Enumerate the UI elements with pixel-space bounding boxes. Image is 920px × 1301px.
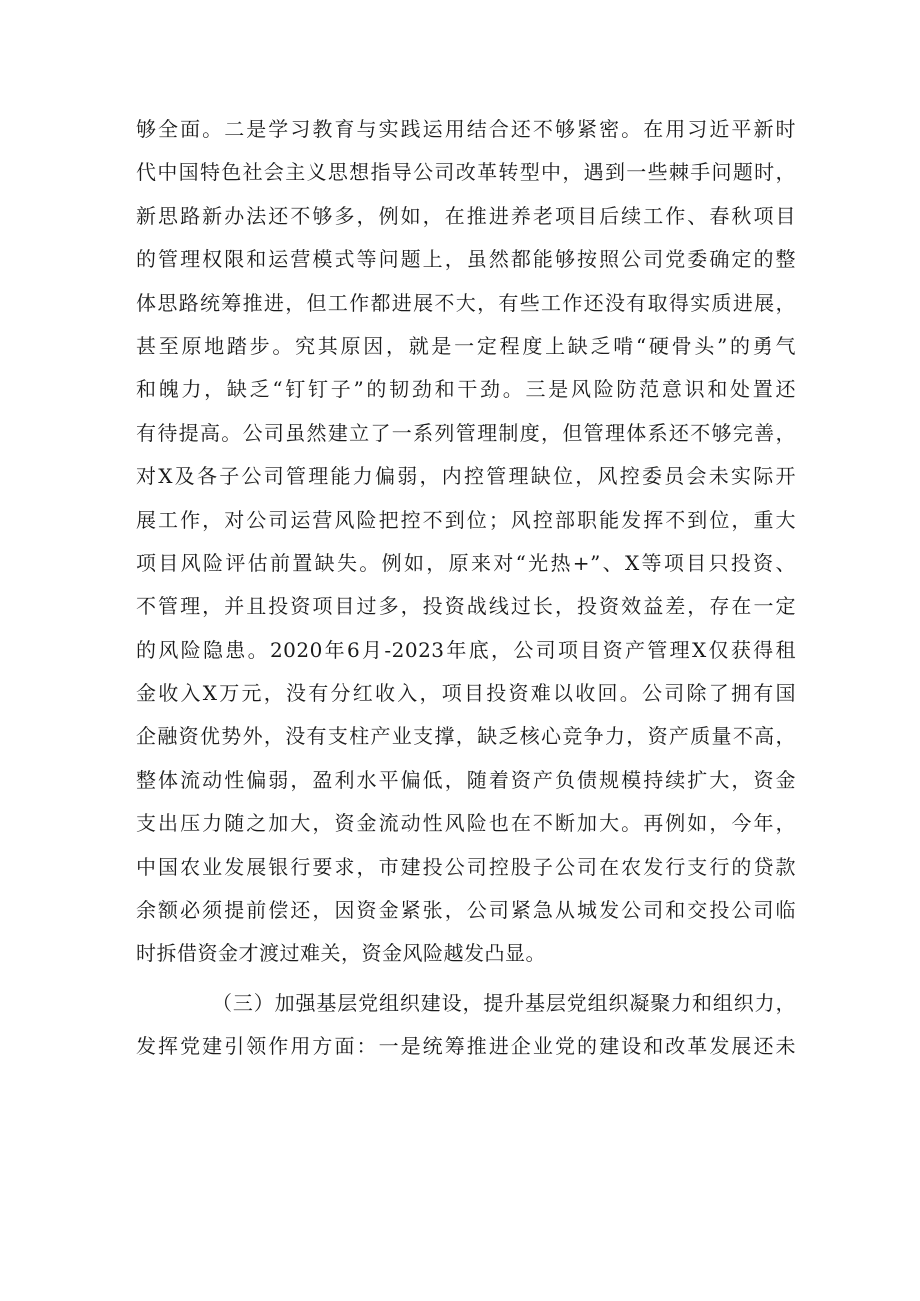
text-line: 余额必须提前偿还，因资金紧张，公司紧急从城发公司和交投公司临	[136, 898, 796, 923]
text-line: 企融资优势外，没有支柱产业支撑，缺乏核心竞争力，资产质量不高，	[136, 724, 796, 749]
text-line: 项目风险评估前置缺失。例如，原来对“光热+”、X等项目只投资、	[136, 550, 796, 575]
text-line: 对X及各子公司管理能力偏弱，内控管理缺位，风控委员会未实际开	[136, 464, 796, 489]
text-line: 体思路统筹推进，但工作都进展不大，有些工作还没有取得实质进展，	[136, 290, 796, 315]
paragraph-2	[136, 982, 796, 1069]
document-body	[136, 108, 796, 1069]
text-line: 中国农业发展银行要求，市建投公司控股子公司在农发行支行的贷款	[136, 854, 796, 879]
text-line: 和魄力，缺乏“钉钉子”的韧劲和干劲。三是风险防范意识和处置还	[136, 377, 796, 402]
text-line: 时拆借资金才渡过难关，资金风险越发凸显。	[136, 941, 546, 966]
paragraph-1	[136, 108, 796, 976]
text-line: 整体流动性偏弱，盈利水平偏低，随着资产负债规模持续扩大，资金	[136, 767, 796, 792]
text-line: 的管理权限和运营模式等问题上，虽然都能够按照公司党委确定的整	[136, 247, 796, 272]
text-line: 发挥党建引领作用方面：一是统筹推进企业党的建设和改革发展还未	[136, 1034, 796, 1059]
text-line: 展工作，对公司运营风险把控不到位；风控部职能发挥不到位，重大	[136, 507, 796, 532]
text-line: 有待提高。公司虽然建立了一系列管理制度，但管理体系还不够完善，	[136, 420, 796, 445]
text-line: 不管理，并且投资项目过多，投资战线过长，投资效益差，存在一定	[136, 594, 796, 619]
text-line: 甚至原地踏步。究其原因，就是一定程度上缺乏啃“硬骨头”的勇气	[136, 333, 796, 358]
text-line: 支出压力随之加大，资金流动性风险也在不断加大。再例如，今年，	[136, 811, 796, 836]
text-line: 的风险隐患。2020年6月-2023年底，公司项目资产管理X仅获得租	[136, 637, 796, 662]
text-line: 代中国特色社会主义思想指导公司改革转型中，遇到一些棘手问题时，	[136, 160, 796, 185]
section-heading-line: （三）加强基层党组织建设，提升基层党组织凝聚力和组织力，	[212, 990, 796, 1015]
text-line: 新思路新办法还不够多，例如，在推进养老项目后续工作、春秋项目	[136, 203, 796, 228]
text-line: 够全面。二是学习教育与实践运用结合还不够紧密。在用习近平新时	[136, 117, 796, 141]
text-line: 金收入X万元，没有分红收入，项目投资难以收回。公司除了拥有国	[136, 681, 796, 706]
